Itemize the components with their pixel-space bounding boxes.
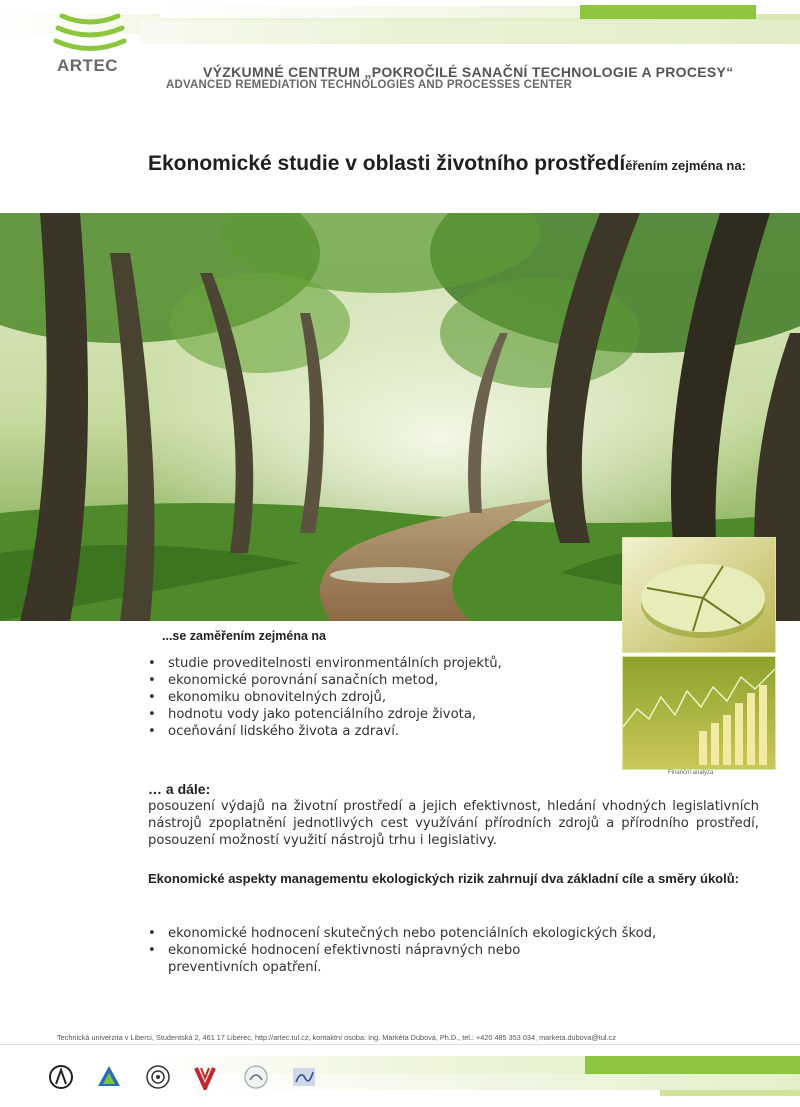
list-item: • studie proveditelnosti environmentálních projektů,: [148, 655, 568, 672]
page-title-overlap: ěřením zejména na:: [625, 158, 746, 173]
aspects-heading: Ekonomické aspekty managementu ekologických rizik zahrnují dva základní cíle a směry úkolů:: [148, 871, 739, 886]
list-item: • ekonomické hodnocení skutečných nebo potenciálních ekologických škod,: [148, 925, 748, 942]
list-item: • ekonomické porovnání sanačních metod,: [148, 672, 568, 689]
ujep-logo-icon: [145, 1064, 171, 1090]
header-accent-band: [580, 5, 756, 19]
aspects-list: [148, 925, 748, 976]
cvut-logo-icon: [96, 1064, 122, 1090]
footer-divider: [0, 1044, 800, 1045]
vutbr-logo-icon: [192, 1064, 218, 1090]
vscht-logo-icon: [291, 1064, 317, 1090]
center-name-cz: VÝZKUMNÉ CENTRUM „POKROČILÉ SANAČNÍ TECHNOLOGIE A PROCESY“: [203, 64, 734, 80]
list-item: • hodnotu vody jako potenciálního zdroje života,: [148, 706, 568, 723]
header-band-wide: [140, 20, 800, 44]
footer-accent-band: [585, 1056, 800, 1074]
logo-text: ARTEC: [57, 56, 119, 75]
list-item-continuation: [148, 723, 568, 740]
ujep2-logo-icon: [243, 1064, 269, 1090]
focus-heading: ...se zaměřením zejména na: [162, 629, 326, 643]
list-item-text: oceňování lidského života a zdraví.: [168, 724, 400, 739]
pie-chart-photo: [622, 537, 776, 653]
tul-logo-icon: [48, 1064, 74, 1090]
page-title-main: Ekonomické studie v oblasti životního prostředí: [148, 152, 626, 175]
further-heading: … a dále:: [148, 781, 211, 797]
footer-band-bottom: [660, 1090, 800, 1096]
image-caption: Finanční analýza: [668, 770, 714, 776]
list-item: • ekonomiku obnovitelných zdrojů,: [148, 689, 568, 706]
list-item-text: ekonomické hodnocení efektivnosti nápravných nebo preventivních opatření.: [168, 943, 521, 975]
header-band-top: [160, 6, 580, 18]
focus-list: [148, 655, 568, 740]
bar-chart-photo: [622, 656, 776, 770]
footer-contact: Technická univerzita v Liberci, Studentská 2, 461 17 Liberec, http://artec.tul.cz, kontaktní osoba: Ing. Markéta Dubová, Ph.D., tel.: +420 485 353 034, marketa.dubova@tul.cz: [57, 1033, 616, 1042]
further-paragraph: posouzení výdajů na životní prostředí a jejich efektivnost, hledání vhodných legislativních nástrojů zpoplatnění jednotlivých cest využívání přírodních zdrojů a přírodního prostředí, posouzení možností využití nástrojů trhu i legislativy.: [148, 799, 759, 848]
page-title: [148, 152, 746, 176]
list-item: [148, 942, 578, 976]
center-name-en: ADVANCED REMEDIATION TECHNOLOGIES AND PROCESSES CENTER: [166, 79, 573, 91]
